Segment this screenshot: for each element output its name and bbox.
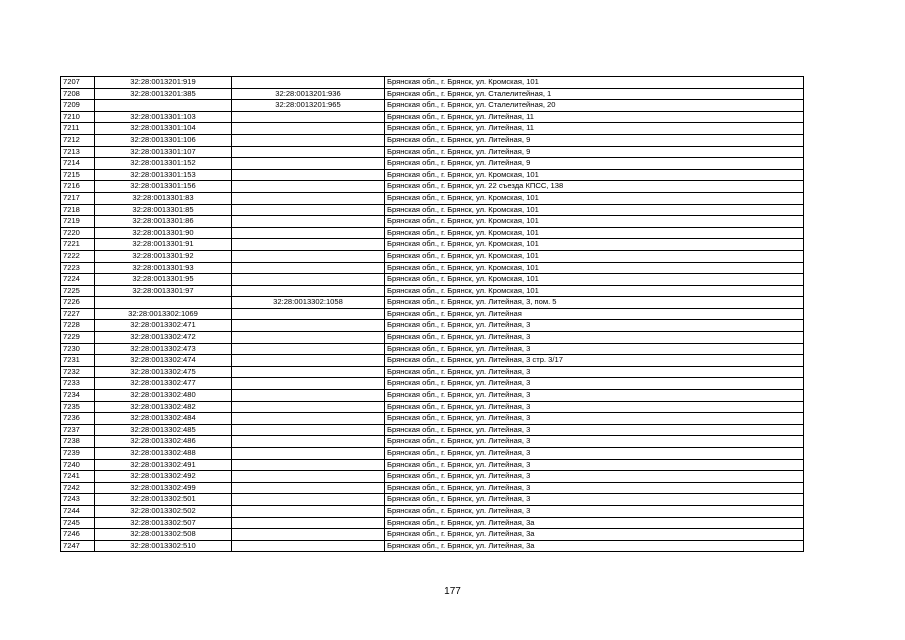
related-cadastral-number-cell	[232, 204, 385, 216]
cadastral-number-cell: 32:28:0013301:107	[95, 146, 232, 158]
address-cell: Брянская обл., г. Брянск, ул. Кромская, 101	[385, 239, 804, 251]
address-cell: Брянская обл., г. Брянск, ул. Кромская, 101	[385, 77, 804, 89]
related-cadastral-number-cell	[232, 401, 385, 413]
row-number-cell: 7225	[61, 285, 95, 297]
related-cadastral-number-cell	[232, 192, 385, 204]
table-row	[61, 239, 804, 251]
table-row	[61, 540, 804, 552]
table-row	[61, 471, 804, 483]
address-cell: Брянская обл., г. Брянск, ул. Литейная, 11	[385, 111, 804, 123]
related-cadastral-number-cell	[232, 158, 385, 170]
table-row	[61, 355, 804, 367]
table-row	[61, 436, 804, 448]
address-cell: Брянская обл., г. Брянск, ул. Литейная	[385, 308, 804, 320]
table-row	[61, 448, 804, 460]
address-cell: Брянская обл., г. Брянск, ул. Литейная, 3	[385, 413, 804, 425]
address-cell: Брянская обл., г. Брянск, ул. Сталелитейная, 20	[385, 100, 804, 112]
table-row	[61, 204, 804, 216]
cadastral-number-cell: 32:28:0013201:919	[95, 77, 232, 89]
row-number-cell: 7242	[61, 482, 95, 494]
row-number-cell: 7213	[61, 146, 95, 158]
cadastral-number-cell: 32:28:0013301:104	[95, 123, 232, 135]
cadastral-number-cell: 32:28:0013302:501	[95, 494, 232, 506]
related-cadastral-number-cell	[232, 540, 385, 552]
row-number-cell: 7217	[61, 192, 95, 204]
table-row	[61, 297, 804, 309]
address-cell: Брянская обл., г. Брянск, ул. Литейная, 3	[385, 332, 804, 344]
address-cell: Брянская обл., г. Брянск, ул. Литейная, 9	[385, 146, 804, 158]
related-cadastral-number-cell	[232, 343, 385, 355]
table-row	[61, 320, 804, 332]
related-cadastral-number-cell	[232, 111, 385, 123]
table-row	[61, 77, 804, 89]
row-number-cell: 7237	[61, 424, 95, 436]
address-cell: Брянская обл., г. Брянск, ул. Кромская, 101	[385, 216, 804, 228]
cadastral-number-cell: 32:28:0013302:1069	[95, 308, 232, 320]
related-cadastral-number-cell: 32:28:0013302:1058	[232, 297, 385, 309]
cadastral-number-cell: 32:28:0013302:480	[95, 390, 232, 402]
cadastral-number-cell: 32:28:0013302:499	[95, 482, 232, 494]
table-row	[61, 424, 804, 436]
address-cell: Брянская обл., г. Брянск, ул. Литейная, 3	[385, 459, 804, 471]
address-cell: Брянская обл., г. Брянск, ул. Литейная, 3	[385, 436, 804, 448]
row-number-cell: 7227	[61, 308, 95, 320]
address-cell: Брянская обл., г. Брянск, ул. Литейная, 3 стр. 3/17	[385, 355, 804, 367]
address-cell: Брянская обл., г. Брянск, ул. Литейная, 3а	[385, 529, 804, 541]
row-number-cell: 7224	[61, 274, 95, 286]
address-cell: Брянская обл., г. Брянск, ул. 22 съезда КПСС, 138	[385, 181, 804, 193]
table-row	[61, 413, 804, 425]
row-number-cell: 7245	[61, 517, 95, 529]
cadastral-number-cell: 32:28:0013301:83	[95, 192, 232, 204]
address-cell: Брянская обл., г. Брянск, ул. Кромская, 101	[385, 274, 804, 286]
cadastral-number-cell: 32:28:0013302:486	[95, 436, 232, 448]
table-row	[61, 123, 804, 135]
cadastral-number-cell: 32:28:0013302:508	[95, 529, 232, 541]
table-row	[61, 88, 804, 100]
row-number-cell: 7226	[61, 297, 95, 309]
row-number-cell: 7209	[61, 100, 95, 112]
address-cell: Брянская обл., г. Брянск, ул. Сталелитейная, 1	[385, 88, 804, 100]
table-row	[61, 378, 804, 390]
table-row	[61, 100, 804, 112]
related-cadastral-number-cell	[232, 77, 385, 89]
address-cell: Брянская обл., г. Брянск, ул. Кромская, 101	[385, 285, 804, 297]
registry-table	[60, 76, 804, 552]
related-cadastral-number-cell	[232, 216, 385, 228]
registry-table-body	[61, 77, 804, 552]
address-cell: Брянская обл., г. Брянск, ул. Литейная, 3	[385, 471, 804, 483]
row-number-cell: 7235	[61, 401, 95, 413]
table-row	[61, 332, 804, 344]
related-cadastral-number-cell	[232, 308, 385, 320]
table-row	[61, 181, 804, 193]
address-cell: Брянская обл., г. Брянск, ул. Литейная, 3, пом. 5	[385, 297, 804, 309]
address-cell: Брянская обл., г. Брянск, ул. Литейная, 3а	[385, 517, 804, 529]
related-cadastral-number-cell	[232, 390, 385, 402]
table-row	[61, 505, 804, 517]
row-number-cell: 7223	[61, 262, 95, 274]
related-cadastral-number-cell	[232, 505, 385, 517]
cadastral-number-cell: 32:28:0013302:491	[95, 459, 232, 471]
row-number-cell: 7211	[61, 123, 95, 135]
address-cell: Брянская обл., г. Брянск, ул. Литейная, 3	[385, 482, 804, 494]
table-row	[61, 366, 804, 378]
address-cell: Брянская обл., г. Брянск, ул. Литейная, 11	[385, 123, 804, 135]
cadastral-number-cell: 32:28:0013302:477	[95, 378, 232, 390]
row-number-cell: 7216	[61, 181, 95, 193]
related-cadastral-number-cell	[232, 239, 385, 251]
row-number-cell: 7222	[61, 250, 95, 262]
address-cell: Брянская обл., г. Брянск, ул. Кромская, 101	[385, 169, 804, 181]
related-cadastral-number-cell	[232, 134, 385, 146]
cadastral-number-cell: 32:28:0013302:475	[95, 366, 232, 378]
cadastral-number-cell: 32:28:0013301:153	[95, 169, 232, 181]
address-cell: Брянская обл., г. Брянск, ул. Литейная, 3	[385, 424, 804, 436]
related-cadastral-number-cell: 32:28:0013201:965	[232, 100, 385, 112]
row-number-cell: 7230	[61, 343, 95, 355]
row-number-cell: 7240	[61, 459, 95, 471]
table-row	[61, 169, 804, 181]
address-cell: Брянская обл., г. Брянск, ул. Литейная, 9	[385, 158, 804, 170]
related-cadastral-number-cell	[232, 482, 385, 494]
row-number-cell: 7207	[61, 77, 95, 89]
related-cadastral-number-cell	[232, 494, 385, 506]
cadastral-number-cell: 32:28:0013302:482	[95, 401, 232, 413]
row-number-cell: 7238	[61, 436, 95, 448]
cadastral-number-cell: 32:28:0013302:488	[95, 448, 232, 460]
row-number-cell: 7234	[61, 390, 95, 402]
related-cadastral-number-cell: 32:28:0013201:936	[232, 88, 385, 100]
table-row	[61, 216, 804, 228]
row-number-cell: 7212	[61, 134, 95, 146]
table-row	[61, 285, 804, 297]
related-cadastral-number-cell	[232, 181, 385, 193]
address-cell: Брянская обл., г. Брянск, ул. Литейная, 3	[385, 320, 804, 332]
cadastral-number-cell: 32:28:0013302:474	[95, 355, 232, 367]
cadastral-number-cell: 32:28:0013301:91	[95, 239, 232, 251]
related-cadastral-number-cell	[232, 169, 385, 181]
related-cadastral-number-cell	[232, 262, 385, 274]
address-cell: Брянская обл., г. Брянск, ул. Литейная, 3а	[385, 540, 804, 552]
table-row	[61, 227, 804, 239]
row-number-cell: 7231	[61, 355, 95, 367]
related-cadastral-number-cell	[232, 146, 385, 158]
address-cell: Брянская обл., г. Брянск, ул. Кромская, 101	[385, 192, 804, 204]
related-cadastral-number-cell	[232, 285, 385, 297]
related-cadastral-number-cell	[232, 355, 385, 367]
table-row	[61, 517, 804, 529]
cadastral-number-cell: 32:28:0013302:473	[95, 343, 232, 355]
row-number-cell: 7214	[61, 158, 95, 170]
row-number-cell: 7246	[61, 529, 95, 541]
address-cell: Брянская обл., г. Брянск, ул. Кромская, 101	[385, 204, 804, 216]
cadastral-number-cell: 32:28:0013301:92	[95, 250, 232, 262]
related-cadastral-number-cell	[232, 529, 385, 541]
cadastral-number-cell: 32:28:0013302:471	[95, 320, 232, 332]
address-cell: Брянская обл., г. Брянск, ул. Кромская, 101	[385, 262, 804, 274]
cadastral-number-cell: 32:28:0013301:90	[95, 227, 232, 239]
related-cadastral-number-cell	[232, 459, 385, 471]
row-number-cell: 7221	[61, 239, 95, 251]
cadastral-number-cell: 32:28:0013301:106	[95, 134, 232, 146]
table-row	[61, 192, 804, 204]
cadastral-number-cell: 32:28:0013301:95	[95, 274, 232, 286]
table-row	[61, 459, 804, 471]
table-row	[61, 390, 804, 402]
cadastral-number-cell: 32:28:0013302:510	[95, 540, 232, 552]
related-cadastral-number-cell	[232, 227, 385, 239]
cadastral-number-cell: 32:28:0013301:93	[95, 262, 232, 274]
cadastral-number-cell: 32:28:0013301:152	[95, 158, 232, 170]
table-row	[61, 308, 804, 320]
address-cell: Брянская обл., г. Брянск, ул. Литейная, 3	[385, 366, 804, 378]
row-number-cell: 7243	[61, 494, 95, 506]
row-number-cell: 7236	[61, 413, 95, 425]
table-row	[61, 529, 804, 541]
table-row	[61, 250, 804, 262]
related-cadastral-number-cell	[232, 332, 385, 344]
table-row	[61, 482, 804, 494]
table-row	[61, 262, 804, 274]
related-cadastral-number-cell	[232, 274, 385, 286]
cadastral-number-cell: 32:28:0013302:492	[95, 471, 232, 483]
related-cadastral-number-cell	[232, 471, 385, 483]
table-row	[61, 401, 804, 413]
cadastral-number-cell: 32:28:0013302:502	[95, 505, 232, 517]
cadastral-number-cell: 32:28:0013302:484	[95, 413, 232, 425]
row-number-cell: 7239	[61, 448, 95, 460]
table-row	[61, 111, 804, 123]
related-cadastral-number-cell	[232, 123, 385, 135]
address-cell: Брянская обл., г. Брянск, ул. Литейная, 3	[385, 343, 804, 355]
cadastral-number-cell: 32:28:0013201:385	[95, 88, 232, 100]
address-cell: Брянская обл., г. Брянск, ул. Кромская, 101	[385, 227, 804, 239]
page-number: 177	[444, 586, 461, 597]
address-cell: Брянская обл., г. Брянск, ул. Литейная, 3	[385, 390, 804, 402]
cadastral-number-cell: 32:28:0013302:507	[95, 517, 232, 529]
related-cadastral-number-cell	[232, 378, 385, 390]
cadastral-number-cell: 32:28:0013302:472	[95, 332, 232, 344]
row-number-cell: 7215	[61, 169, 95, 181]
row-number-cell: 7210	[61, 111, 95, 123]
row-number-cell: 7244	[61, 505, 95, 517]
table-row	[61, 343, 804, 355]
row-number-cell: 7219	[61, 216, 95, 228]
address-cell: Брянская обл., г. Брянск, ул. Литейная, 3	[385, 494, 804, 506]
table-row	[61, 146, 804, 158]
row-number-cell: 7232	[61, 366, 95, 378]
address-cell: Брянская обл., г. Брянск, ул. Литейная, 3	[385, 448, 804, 460]
row-number-cell: 7247	[61, 540, 95, 552]
related-cadastral-number-cell	[232, 250, 385, 262]
row-number-cell: 7218	[61, 204, 95, 216]
address-cell: Брянская обл., г. Брянск, ул. Кромская, 101	[385, 250, 804, 262]
table-row	[61, 274, 804, 286]
related-cadastral-number-cell	[232, 517, 385, 529]
cadastral-number-cell: 32:28:0013301:156	[95, 181, 232, 193]
related-cadastral-number-cell	[232, 413, 385, 425]
table-row	[61, 158, 804, 170]
address-cell: Брянская обл., г. Брянск, ул. Литейная, 3	[385, 505, 804, 517]
cadastral-number-cell: 32:28:0013302:485	[95, 424, 232, 436]
row-number-cell: 7229	[61, 332, 95, 344]
row-number-cell: 7228	[61, 320, 95, 332]
cadastral-number-cell: 32:28:0013301:97	[95, 285, 232, 297]
cadastral-number-cell: 32:28:0013301:86	[95, 216, 232, 228]
address-cell: Брянская обл., г. Брянск, ул. Литейная, 9	[385, 134, 804, 146]
related-cadastral-number-cell	[232, 448, 385, 460]
address-cell: Брянская обл., г. Брянск, ул. Литейная, 3	[385, 401, 804, 413]
row-number-cell: 7233	[61, 378, 95, 390]
related-cadastral-number-cell	[232, 436, 385, 448]
address-cell: Брянская обл., г. Брянск, ул. Литейная, 3	[385, 378, 804, 390]
row-number-cell: 7241	[61, 471, 95, 483]
related-cadastral-number-cell	[232, 320, 385, 332]
table-row	[61, 494, 804, 506]
cadastral-number-cell: 32:28:0013301:103	[95, 111, 232, 123]
row-number-cell: 7220	[61, 227, 95, 239]
cadastral-number-cell	[95, 297, 232, 309]
table-row	[61, 134, 804, 146]
row-number-cell: 7208	[61, 88, 95, 100]
cadastral-number-cell: 32:28:0013301:85	[95, 204, 232, 216]
cadastral-number-cell	[95, 100, 232, 112]
related-cadastral-number-cell	[232, 424, 385, 436]
related-cadastral-number-cell	[232, 366, 385, 378]
